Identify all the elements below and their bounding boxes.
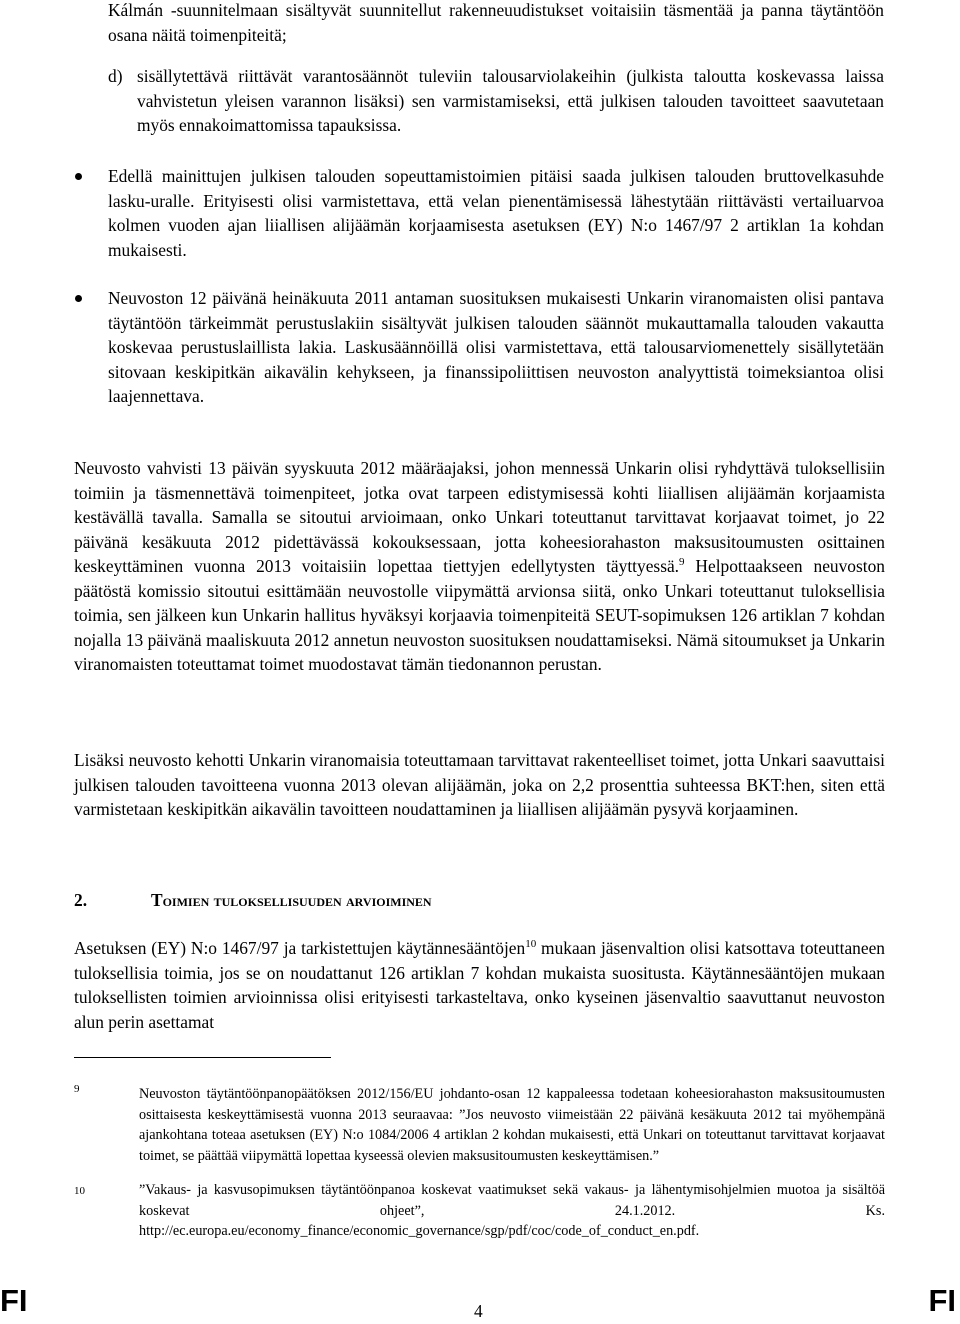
section-title: Toimien tuloksellisuuden arvioiminen — [151, 890, 432, 910]
continuation-paragraph — [108, 0, 884, 47]
bullet-item — [108, 164, 884, 262]
footnote — [74, 1084, 885, 1166]
footnote-reference[interactable]: 10 — [525, 938, 537, 951]
section-number: 2. — [74, 890, 88, 910]
bullet-text: Edellä mainittujen julkisen talouden sopeuttamistoimien pitäisi saada julkisen talouden bruttovelkasuhde lasku-uralle. Erityisesti olisi varmistettava, että velan pienentämisessä lähestytään riittävästi vertailuarvoa kolmen vuoden ajan liiallisen alijäämän korjaamisesta asetuksen (EY) N:o 1467/97 2 artiklan 1a kohdan mukaisesti. — [108, 166, 884, 260]
footer-language-right: FI — [928, 1283, 956, 1318]
list-item-label: d) — [108, 66, 123, 86]
bullet-icon — [75, 295, 82, 302]
footnote-mark: 10 — [74, 1185, 85, 1197]
body-paragraph — [74, 936, 885, 1034]
list-item-d — [108, 64, 884, 138]
body-paragraph — [74, 748, 885, 822]
bullet-text: Neuvoston 12 päivänä heinäkuuta 2011 antaman suosituksen mukaisesti Unkarin viranomaisten olisi pantava täytäntöön tärkeimmät perustuslakiin sisältyvät julkisen talouden säännöt mukauttamalla talouden vakautta koskevaa perustuslaillista lakia. Laskusäännöillä olisi varmistettava, että talousarviomenettely sisällytetään sitovaan keskipitkän aikavälin kehykseen, ja finanssipoliittisen neuvoston analyyttistä toimeksiantoa olisi laajennettava. — [108, 288, 884, 406]
footnote-text: ”Vakaus- ja kasvusopimuksen täytäntöönpanoa koskevat vaatimukset sekä vakaus- ja lähentymisohjelmien muotoa ja sisältöä koskevat ohjeet”, 24.1.2012. Ks. http://ec.europa.eu/economy_finance/economic_governance/sgp/pdf/coc/code_of_conduct_en.pdf. — [139, 1182, 885, 1240]
footnote — [74, 1180, 885, 1242]
paragraph-text-part: Neuvosto vahvisti 13 päivän syyskuuta 2012 määräajaksi, johon mennessä Unkarin olisi ryhdyttävä tuloksellisiin toimiin ja täsmennettävä toimenpiteet, jotka ovat tarpeen edistymisessä kohti liiallisen alijäämän korjaamista kestävällä tavalla. Samalla se sitoutui arvioimaan, onko Unkari toteuttanut tarvittavat korjaavat toimet, jo 22 päivänä kesäkuuta 2012 pidettävässä kokouksessaan, jotta koheesiorahaston maksusitoumusten osittainen keskeyttäminen vuonna 2013 voitaisiin lopettaa tiettyjen edellytysten täyttyessä. — [74, 458, 885, 576]
footnote-separator — [74, 1057, 331, 1058]
paragraph-text — [74, 456, 885, 677]
footnote-text: Neuvoston täytäntöönpanopäätöksen 2012/156/EU johdanto-osan 12 kappaleessa todetaan koheesiorahaston maksusitoumusten osittaisesta keskeyttämisestä vuonna 2013 seuraavaa: ”Jos neuvosto viimeistään 22 päivänä kesäkuuta 2012 tai myöhempänä ajankohtana toteaa asetuksen (EY) N:o 1084/2006 4 artiklan 2 kohdan mukaisesti, että Unkari on toteuttanut tarvittavat korjaavat toimet, se päättää viipymättä lopettaa kyseessä olevien maksusitoumusten keskeyttämisen.” — [139, 1086, 885, 1164]
footnote-mark: 9 — [74, 1083, 80, 1095]
paragraph-text-part: mukaan jäsenvaltion olisi katsottava toteuttaneen tuloksellisia toimia, jos se on noudattanut 126 artiklan 7 kohdan mukaista suositusta. Käytännesääntöjen mukaan tuloksellisten toimien arvioinnissa olisi erityisesti tarkasteltava, onko kyseinen jäsenvaltio saavuttanut neuvoston alun perin asettamat — [74, 938, 885, 1032]
list-item-text: sisällytettävä riittävät varantosäännöt tuleviin talousarviolakeihin (julkista taloutta koskevassa laissa vahvistetun yleisen varannon lisäksi) sen varmistamiseksi, että julkisen talouden tavoitteet saavutetaan myös ennakoimattomissa tapauksissa. — [137, 66, 884, 135]
bullet-icon — [75, 173, 82, 180]
paragraph-text: Lisäksi neuvosto kehotti Unkarin viranomaisia toteuttamaan tarvittavat rakenteelliset toimet, jotta Unkari saavuttaisi julkisen talouden tavoitteena vuonna 2013 olevan alijäämän, joka on 2,2 prosenttia suhteessa BKT:hen, siten että varmistetaan keskipitkän aikavälin tavoitteen noudattaminen ja liiallisen alijäämän pysyvä korjaaminen. — [74, 750, 885, 819]
paragraph-text — [74, 936, 885, 1034]
continuation-text: Kálmán -suunnitelmaan sisältyvät suunnitellut rakenneuudistukset voitaisiin täsmentää ja panna täytäntöön osana näitä toimenpiteitä; — [108, 0, 884, 45]
paragraph-text-part: Helpottaakseen neuvoston päätöstä komissio sitoutui esittämään neuvostolle viipymättä arvionsa siitä, onko Unkari toteuttanut tuloksellisia toimia, sen jälkeen kun Unkarin hallitus hyväksyi korjaavia toimenpiteitä SEUT-sopimuksen 126 artiklan 7 kohdan nojalla 13 päivänä maaliskuuta 2012 annetun neuvoston suosituksen noudattamiseksi. Nämä sitoumukset ja Unkarin viranomaisten toteuttamat toimet muodostavat tämän tiedonannon perustan. — [74, 556, 885, 674]
page-number: 4 — [474, 1301, 483, 1321]
bullet-item — [108, 286, 884, 409]
body-paragraph — [74, 456, 885, 677]
footer-language-left: FI — [0, 1283, 28, 1318]
footnote-reference[interactable]: 9 — [679, 556, 685, 569]
paragraph-text-part: Asetuksen (EY) N:o 1467/97 ja tarkistettujen käytännesääntöjen — [74, 938, 526, 958]
